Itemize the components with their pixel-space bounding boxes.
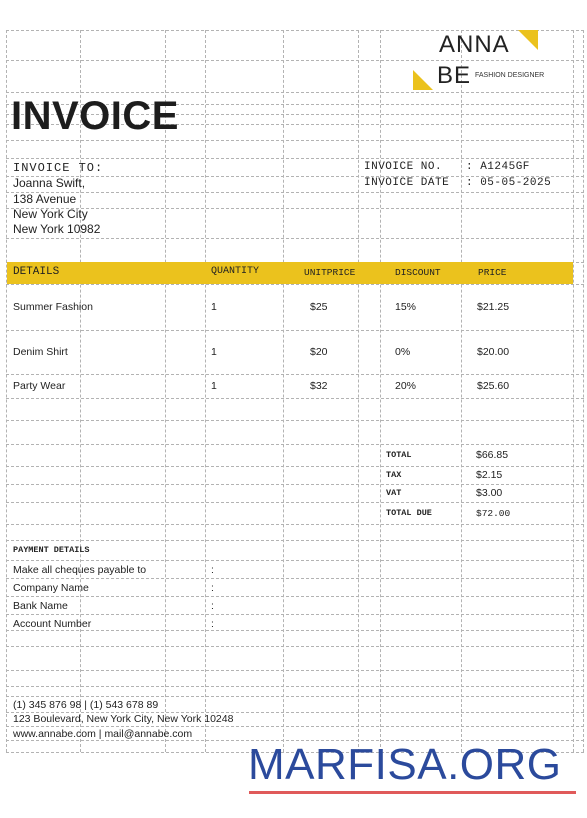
brand-name-line1: ANNA [439,31,510,58]
item-quantity: 1 [211,380,217,392]
footer-address: 123 Boulevard, New York City, New York 10248 [13,713,234,725]
column-header-details: DETAILS [13,266,60,278]
item-details: Party Wear [13,380,66,392]
item-discount: 15% [395,301,417,313]
invoice-number-value: : A1245GF [466,161,530,173]
item-price: $25.60 [477,380,510,392]
tax-label: TAX [386,470,402,480]
column-header-quantity: QUANTITY [211,266,260,277]
payment-row-value: : [211,600,214,612]
payment-row-label: Company Name [13,582,89,594]
payment-row-value: : [211,618,214,630]
footer-web: www.annabe.com | mail@annabe.com [13,728,193,740]
item-price: $21.25 [477,301,510,313]
total-due-value: $72.00 [476,508,511,519]
item-quantity: 1 [211,301,217,313]
invoice-to-label: INVOICE TO: [13,161,104,175]
invoice-date-label: INVOICE DATE [364,177,450,189]
client-name: Joanna Swift, [13,176,86,190]
vat-label: VAT [386,488,402,498]
payment-row-value: : [211,564,214,576]
brand-tagline: FASHION DESIGNER [475,72,545,79]
client-address-line2: New York City [13,207,88,221]
logo-triangle-bottom-icon [413,70,433,90]
item-quantity: 1 [211,346,217,358]
item-discount: 0% [395,346,411,358]
total-value: $66.85 [476,449,509,461]
watermark-underline [249,791,576,794]
item-unitprice: $20 [310,346,328,358]
item-price: $20.00 [477,346,510,358]
watermark-text: MARFISA.ORG [248,740,562,789]
page-title: INVOICE [11,94,179,138]
column-header-price: PRICE [478,267,507,278]
payment-row-label: Make all cheques payable to [13,564,147,576]
item-unitprice: $32 [310,380,328,392]
item-discount: 20% [395,380,417,392]
invoice-date-value: : 05-05-2025 [466,177,552,189]
item-details: Summer Fashion [13,301,93,313]
payment-row-label: Account Number [13,618,92,630]
brand-name-line2: BE [437,62,472,89]
tax-value: $2.15 [476,469,503,481]
footer-phones: (1) 345 876 98 | (1) 543 678 89 [13,699,159,711]
column-header-unitprice: UNITPRICE [304,267,356,278]
item-unitprice: $25 [310,301,328,313]
total-label: TOTAL [386,450,412,460]
vat-value: $3.00 [476,487,503,499]
column-header-discount: DISCOUNT [395,267,441,278]
item-details: Denim Shirt [13,346,68,358]
total-due-label: TOTAL DUE [386,508,432,518]
payment-row-value: : [211,582,214,594]
payment-heading: PAYMENT DETAILS [13,545,90,555]
client-address-line3: New York 10982 [13,222,101,236]
logo-triangle-top-icon [518,30,538,50]
invoice-number-label: INVOICE NO. [364,161,443,173]
client-address-line1: 138 Avenue [13,192,77,206]
payment-row-label: Bank Name [13,600,68,612]
